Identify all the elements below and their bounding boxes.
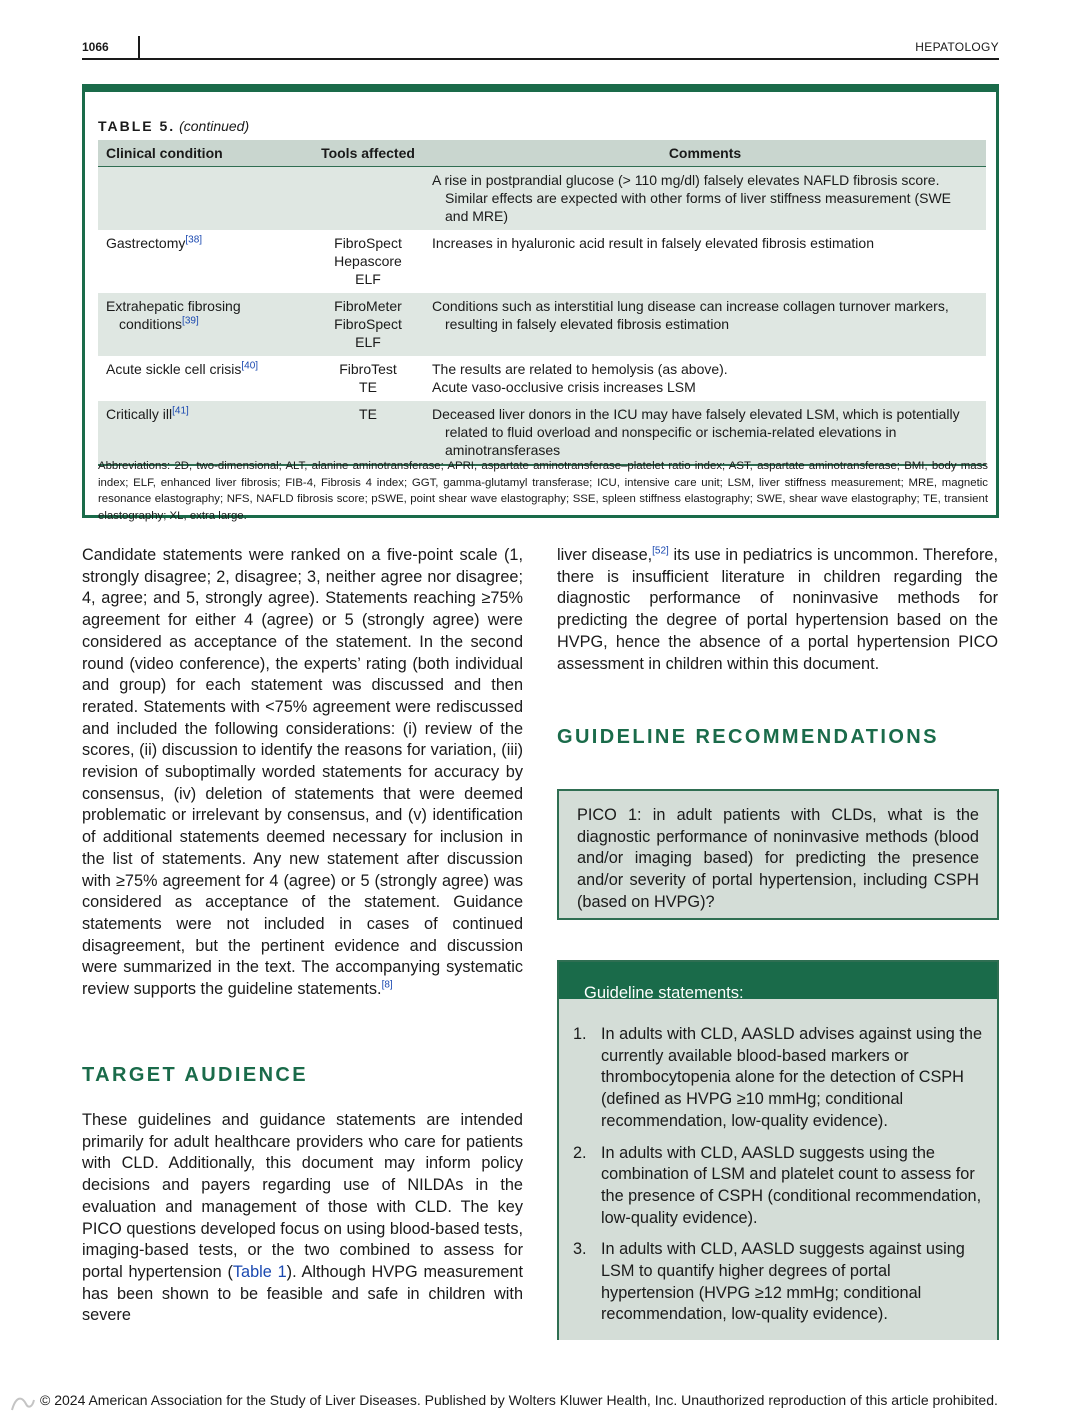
table-label: TABLE 5. [98,118,176,134]
comment-line: Acute vaso-occlusive crisis increases LSM [432,379,696,395]
cell-tools [312,230,424,293]
table-abbreviations: Abbreviations: 2D, two-dimensional; ALT, alanine aminotransferase; APRI, aspartate aminotransferase–platelet ratio index; AST, aspartate aminotransferase; BMI, body mass index; ELF, enhanced liver fibrosis; FIB-4, Fibrosis 4 index; GGT, gamma-glutamyl transferase; ICU, intensive care unit; LSM, liver stiffness measurement; MRE, magnetic resonance elastography; NFS, NAFLD fibrosis score; pSWE, point shear wave elastography; SSE, spleen stiffness elastography; SWE, shear wave elastography; TE, transient elastography; XL, extra large. [98,460,988,522]
table-row [98,167,986,231]
reference-link[interactable]: [40] [241,360,259,372]
cell-comments [424,167,986,231]
tool-name: ELF [355,271,381,287]
comment-line: A rise in postprandial glucose (> 110 mg/dl) falsely elevates NAFLD fibrosis score. Similar effects are expected with other forms of liver stiffness measurement (SWE and MRE) [432,172,952,224]
table-row [98,356,986,401]
reference-link[interactable]: [41] [172,405,189,417]
comment-line: The results are related to hemolysis (as above). [432,361,728,377]
target-audience-paragraph [82,1110,523,1327]
cell-condition [98,293,312,356]
audience-text-end: ). Although HVPG measurement has been shown to be feasible and safe in children with severe [82,1262,523,1325]
column-header-condition: Clinical condition [98,140,312,167]
guideline-statements-box [557,960,999,1340]
list-item [573,1143,985,1230]
statement-text: In adults with CLD, AASLD suggests against using LSM to quantify higher degrees of portal hypertension (HVPG ≥12 mmHg; conditional recommendation, low-quality evidence). [601,1240,965,1324]
table-row [98,293,986,356]
cell-condition [98,167,312,231]
table-row [98,401,986,465]
table-continued: (continued) [179,118,250,134]
page-footer [0,1388,1080,1418]
methods-paragraph [82,545,523,1001]
table-header-row [98,140,986,167]
table-1-link[interactable]: Table 1 [232,1262,287,1281]
column-header-comments: Comments [424,140,986,167]
tool-name: FibroTest [339,361,397,377]
tool-name: Hepascore [334,253,402,269]
pediatrics-text-end: its use in pediatrics is uncommon. Therefore, there is insufficient literature in children regarding the diagnostic performance of noninvasive methods for predicting the degree of portal hypertension based on the HVPG, hence the absence of a portal hypertension PICO assessment in children within this document. [557,546,998,673]
methods-text: Candidate statements were ranked on a five-point scale (1, strongly disagree; 2, disagree; 3, neither agree nor disagree; 4, agree; and 5, strongly agree). Statements reaching ≥75% agreement for either 4 (agree) or 5 (strongly agree) were considered as acceptance of the statement. In the second round (video conference), the experts’ rating (both individual and group) for each statement was discussed and then rerated. Statements with <75% agreement were rediscussed and included the following considerations: (i) review of the scores, (ii) discussion to identify the reasons for variation, (iii) revision of suboptimally worded statements for accuracy by consensus, (iv) deletion of statements that were deemed problematic or irrelevant by consensus, and (v) identification of additional statements deemed necessary for inclusion in the list of statements. Any new statement after discussion with ≥75% agreement for 4 (agree) or 5 (strongly agree) was considered as acceptance of the statement. Guidance statements were not included in cases of continued disagreement, but the pertinent evidence and discussion were summarized in the text. The accompanying systematic review supports the guideline statements. [82,546,523,999]
pico-box [557,789,999,920]
statements-list [573,1024,985,1336]
condition-text: Gastrectomy [106,235,186,251]
statement-number: 3. [573,1240,587,1259]
list-item [573,1024,985,1133]
pediatrics-text-start: liver disease, [557,546,653,564]
tool-name: TE [359,379,377,395]
reference-link[interactable]: [39] [182,315,199,327]
section-heading-target-audience: TARGET AUDIENCE [82,1064,308,1086]
watermark-icon [8,1392,38,1414]
column-header-tools: Tools affected [312,140,424,167]
tool-name: FibroSpect [334,316,402,332]
table-caption [98,118,249,134]
cell-tools [312,356,424,401]
data-table [98,140,986,466]
comment-line: Conditions such as interstitial lung disease can increase collagen turnover markers, resulting in falsely elevated fibrosis estimation [432,298,949,332]
list-item [573,1239,985,1326]
cell-condition [98,356,312,401]
statement-text: In adults with CLD, AASLD advises against using the currently available blood-based markers or thrombocytopenia alone for the detection of CSPH (defined as HVPG ≥10 mmHg; conditional recommendation, low-quality evidence). [601,1025,983,1130]
pico-question: PICO 1: in adult patients with CLDs, what is the diagnostic performance of noninvasive methods (blood and/or imaging based) for predicting the presence and/or severity of portal hypertension, including CSPH (based on HVPG)? [577,806,979,911]
reference-link[interactable]: [8] [381,979,393,991]
tool-name: TE [359,406,377,422]
cell-comments [424,356,986,401]
cell-condition [98,230,312,293]
tool-name: ELF [355,334,381,350]
statement-number: 2. [573,1143,587,1162]
cell-comments [424,293,986,356]
copyright-notice: © 2024 American Association for the Study of Liver Diseases. Published by Wolters Kluwer Health, Inc. Unauthorized reproduction of this article prohibited. [40,1392,998,1408]
tool-name: FibroMeter [334,298,402,314]
statement-text: In adults with CLD, AASLD suggests using the combination of LSM and platelet count to assess for the presence of CSPH (conditional recommendation, low-quality evidence). [601,1143,982,1227]
cell-comments [424,401,986,465]
running-head [82,36,999,60]
cell-tools [312,167,424,231]
cell-tools [312,401,424,465]
head-divider [138,36,140,58]
section-heading-guideline-recommendations: GUIDELINE RECOMMENDATIONS [557,726,939,748]
tool-name: FibroSpect [334,235,402,251]
condition-text: Extrahepatic fibrosing conditions [106,298,241,332]
cell-tools [312,293,424,356]
comment-line: Increases in hyaluronic acid result in falsely elevated fibrosis estimation [432,235,874,251]
condition-text: Acute sickle cell crisis [106,361,242,377]
page-number: 1066 [82,40,109,54]
cell-comments [424,230,986,293]
audience-text-start: These guidelines and guidance statements are intended primarily for adult healthcare providers who care for patients with CLD. Additionally, this document may inform policy decisions and payers regarding use of NILDAs in the evaluation and management of those with CLD. The key PICO questions developed focus on using blood-based tests, imaging-based tests, or the two combined to assess for portal hypertension ( [82,1111,523,1281]
statement-number: 1. [573,1025,587,1043]
reference-link[interactable]: [38] [185,234,203,246]
reference-link[interactable]: [52] [652,545,669,557]
cell-condition [98,401,312,465]
condition-text: Critically ill [106,406,173,422]
journal-name: HEPATOLOGY [915,40,999,54]
comment-line: Deceased liver donors in the ICU may have falsely elevated LSM, which is potentially related to fluid overload and nonspecific or ischemia-related elevations in aminotransferases [432,406,960,458]
table-row [98,230,986,293]
statements-title: Guideline statements: [559,962,997,999]
pediatrics-paragraph [557,545,998,675]
table-5-box [82,84,999,522]
